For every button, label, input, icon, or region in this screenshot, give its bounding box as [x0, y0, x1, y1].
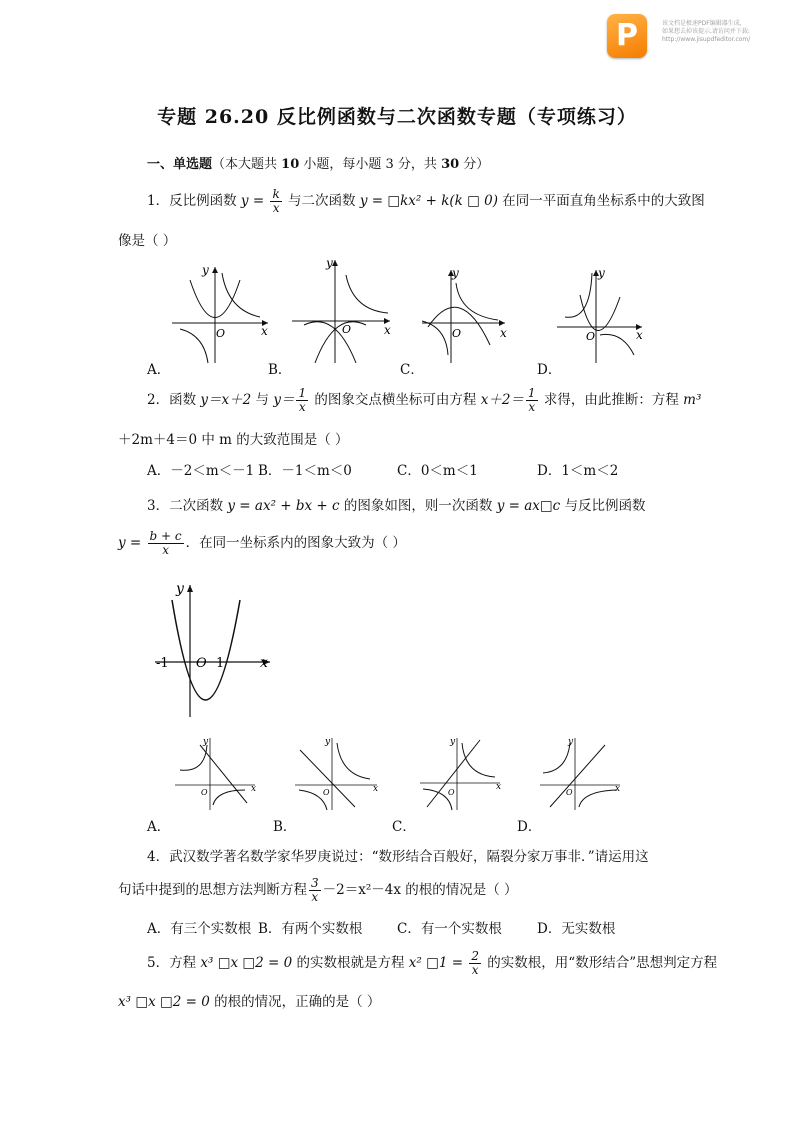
svg-text:x: x [260, 655, 268, 671]
q3-option-graphs [165, 735, 645, 815]
svg-text:x: x [384, 323, 391, 337]
svg-text:y: y [203, 737, 209, 747]
watermark-line: 该文档是极速PDF编辑器生成, [662, 20, 742, 27]
q1-graph-a [172, 263, 268, 363]
q1-graph-c [422, 266, 507, 363]
q3-parabola-graph [150, 575, 280, 725]
pdf-logo-icon: P [607, 14, 647, 58]
watermark-line: http://www.jisupdfeditor.com/ [662, 36, 751, 43]
svg-text:O: O [196, 656, 207, 671]
q3-graph-d [540, 737, 620, 810]
svg-text:x: x [261, 324, 268, 338]
question-3: 3．二次函数 y = ax² + bx + c 的图象如图，则一次函数 y = ax□c 与反比例函数 [147, 498, 646, 514]
svg-text:1: 1 [216, 656, 225, 671]
q3-option-b[interactable]: B． [273, 819, 297, 835]
q2-option-c[interactable]: C．0＜m＜1 [397, 463, 478, 479]
watermark-text [662, 20, 790, 44]
svg-text:y: y [452, 266, 459, 280]
svg-text:x: x [615, 784, 621, 794]
question-4: 4．武汉数学著名数学家华罗庚说过：“数形结合百般好，隔裂分家万事非．”请运用这 [147, 849, 649, 865]
svg-text:O: O [342, 323, 352, 336]
q3-graph-c [420, 737, 501, 810]
q1-option-a[interactable]: A． [147, 362, 171, 378]
question-2-line2: ＋2m＋4＝0 中 m 的大致范围是（ ） [118, 432, 349, 448]
q2-option-d[interactable]: D．1＜m＜2 [537, 463, 619, 479]
question-5-line2: x³ □x □2 = 0 的根的情况，正确的是（ ） [118, 994, 381, 1010]
svg-text:O: O [323, 788, 330, 797]
question-1-line2: 像是（ ） [118, 233, 177, 249]
q4-option-a[interactable]: A．有三个实数根 [147, 921, 252, 937]
watermark-line: 如果想去掉该提示,请访问并下载: [662, 28, 750, 35]
svg-text:y: y [325, 737, 331, 747]
svg-text:-1: -1 [156, 656, 169, 671]
q4-option-c[interactable]: C．有一个实数根 [397, 921, 502, 937]
q3-option-d[interactable]: D． [517, 819, 542, 835]
q2-option-b[interactable]: B．－1＜m＜0 [258, 463, 352, 479]
question-2: 2．函数 y＝x＋2 与 y＝ $\frac{1}{x}$ 的图象交点横坐标可由方程 x＋2＝ $\frac{1}{x}$ 求得，由此推断：方程 m³ [147, 386, 702, 414]
svg-text:O: O [216, 327, 226, 340]
q3-graph-a [175, 737, 256, 810]
svg-text:y: y [202, 263, 209, 277]
svg-text:y: y [176, 581, 184, 597]
svg-text:x: x [500, 326, 507, 340]
svg-text:O: O [448, 788, 455, 797]
question-5: 5．方程 x³ □x □2 = 0 的实数根就是方程 x² □1 = $\frac{2}{x}$ 的实数根，用“数形结合”思想判定方程 [147, 949, 718, 977]
svg-text:y: y [326, 256, 333, 270]
svg-text:O: O [586, 330, 596, 343]
question-3-line2: y = $\frac{b + c}{x}$ ．在同一坐标系内的图象大致为（ ） [118, 529, 406, 557]
q2-option-a[interactable]: A．－2＜m＜－1 [147, 463, 255, 479]
svg-text:y: y [450, 737, 456, 747]
page-title: 专题 26.20 反比例函数与二次函数专题（专项练习） [157, 106, 637, 128]
q1-option-graphs [110, 255, 670, 375]
q4-option-d[interactable]: D．无实数根 [537, 921, 616, 937]
q1-option-d[interactable]: D． [537, 362, 562, 378]
q3-option-c[interactable]: C． [392, 819, 416, 835]
question-4-line2: 句话中提到的思想方法判断方程 $\frac{3}{x}$ －2＝x²－4x 的根的情况是（ ） [118, 876, 518, 904]
svg-text:O: O [201, 788, 208, 797]
q1-graph-d [557, 266, 643, 363]
svg-text:x: x [373, 784, 379, 794]
svg-text:y: y [568, 737, 574, 747]
q1-option-b[interactable]: B． [268, 362, 292, 378]
svg-text:O: O [566, 788, 573, 797]
svg-text:y: y [598, 266, 605, 280]
svg-text:x: x [496, 782, 502, 792]
svg-text:O: O [452, 327, 462, 340]
q1-option-c[interactable]: C． [400, 362, 424, 378]
q3-option-a[interactable]: A． [147, 819, 171, 835]
question-1: 1．反比例函数 y = $\frac{k}{x}$ 与二次函数 y = □kx² + k(k □ 0) 在同一平面直角坐标系中的大致图 [147, 187, 705, 215]
svg-text:x: x [636, 328, 643, 342]
q1-graph-b [292, 256, 391, 363]
section-heading: 一、单选题（本大题共 10 小题，每小题 3 分，共 30 分） [147, 157, 490, 172]
q3-graph-b [295, 737, 378, 810]
svg-text:x: x [251, 784, 257, 794]
q4-option-b[interactable]: B．有两个实数根 [258, 921, 363, 937]
